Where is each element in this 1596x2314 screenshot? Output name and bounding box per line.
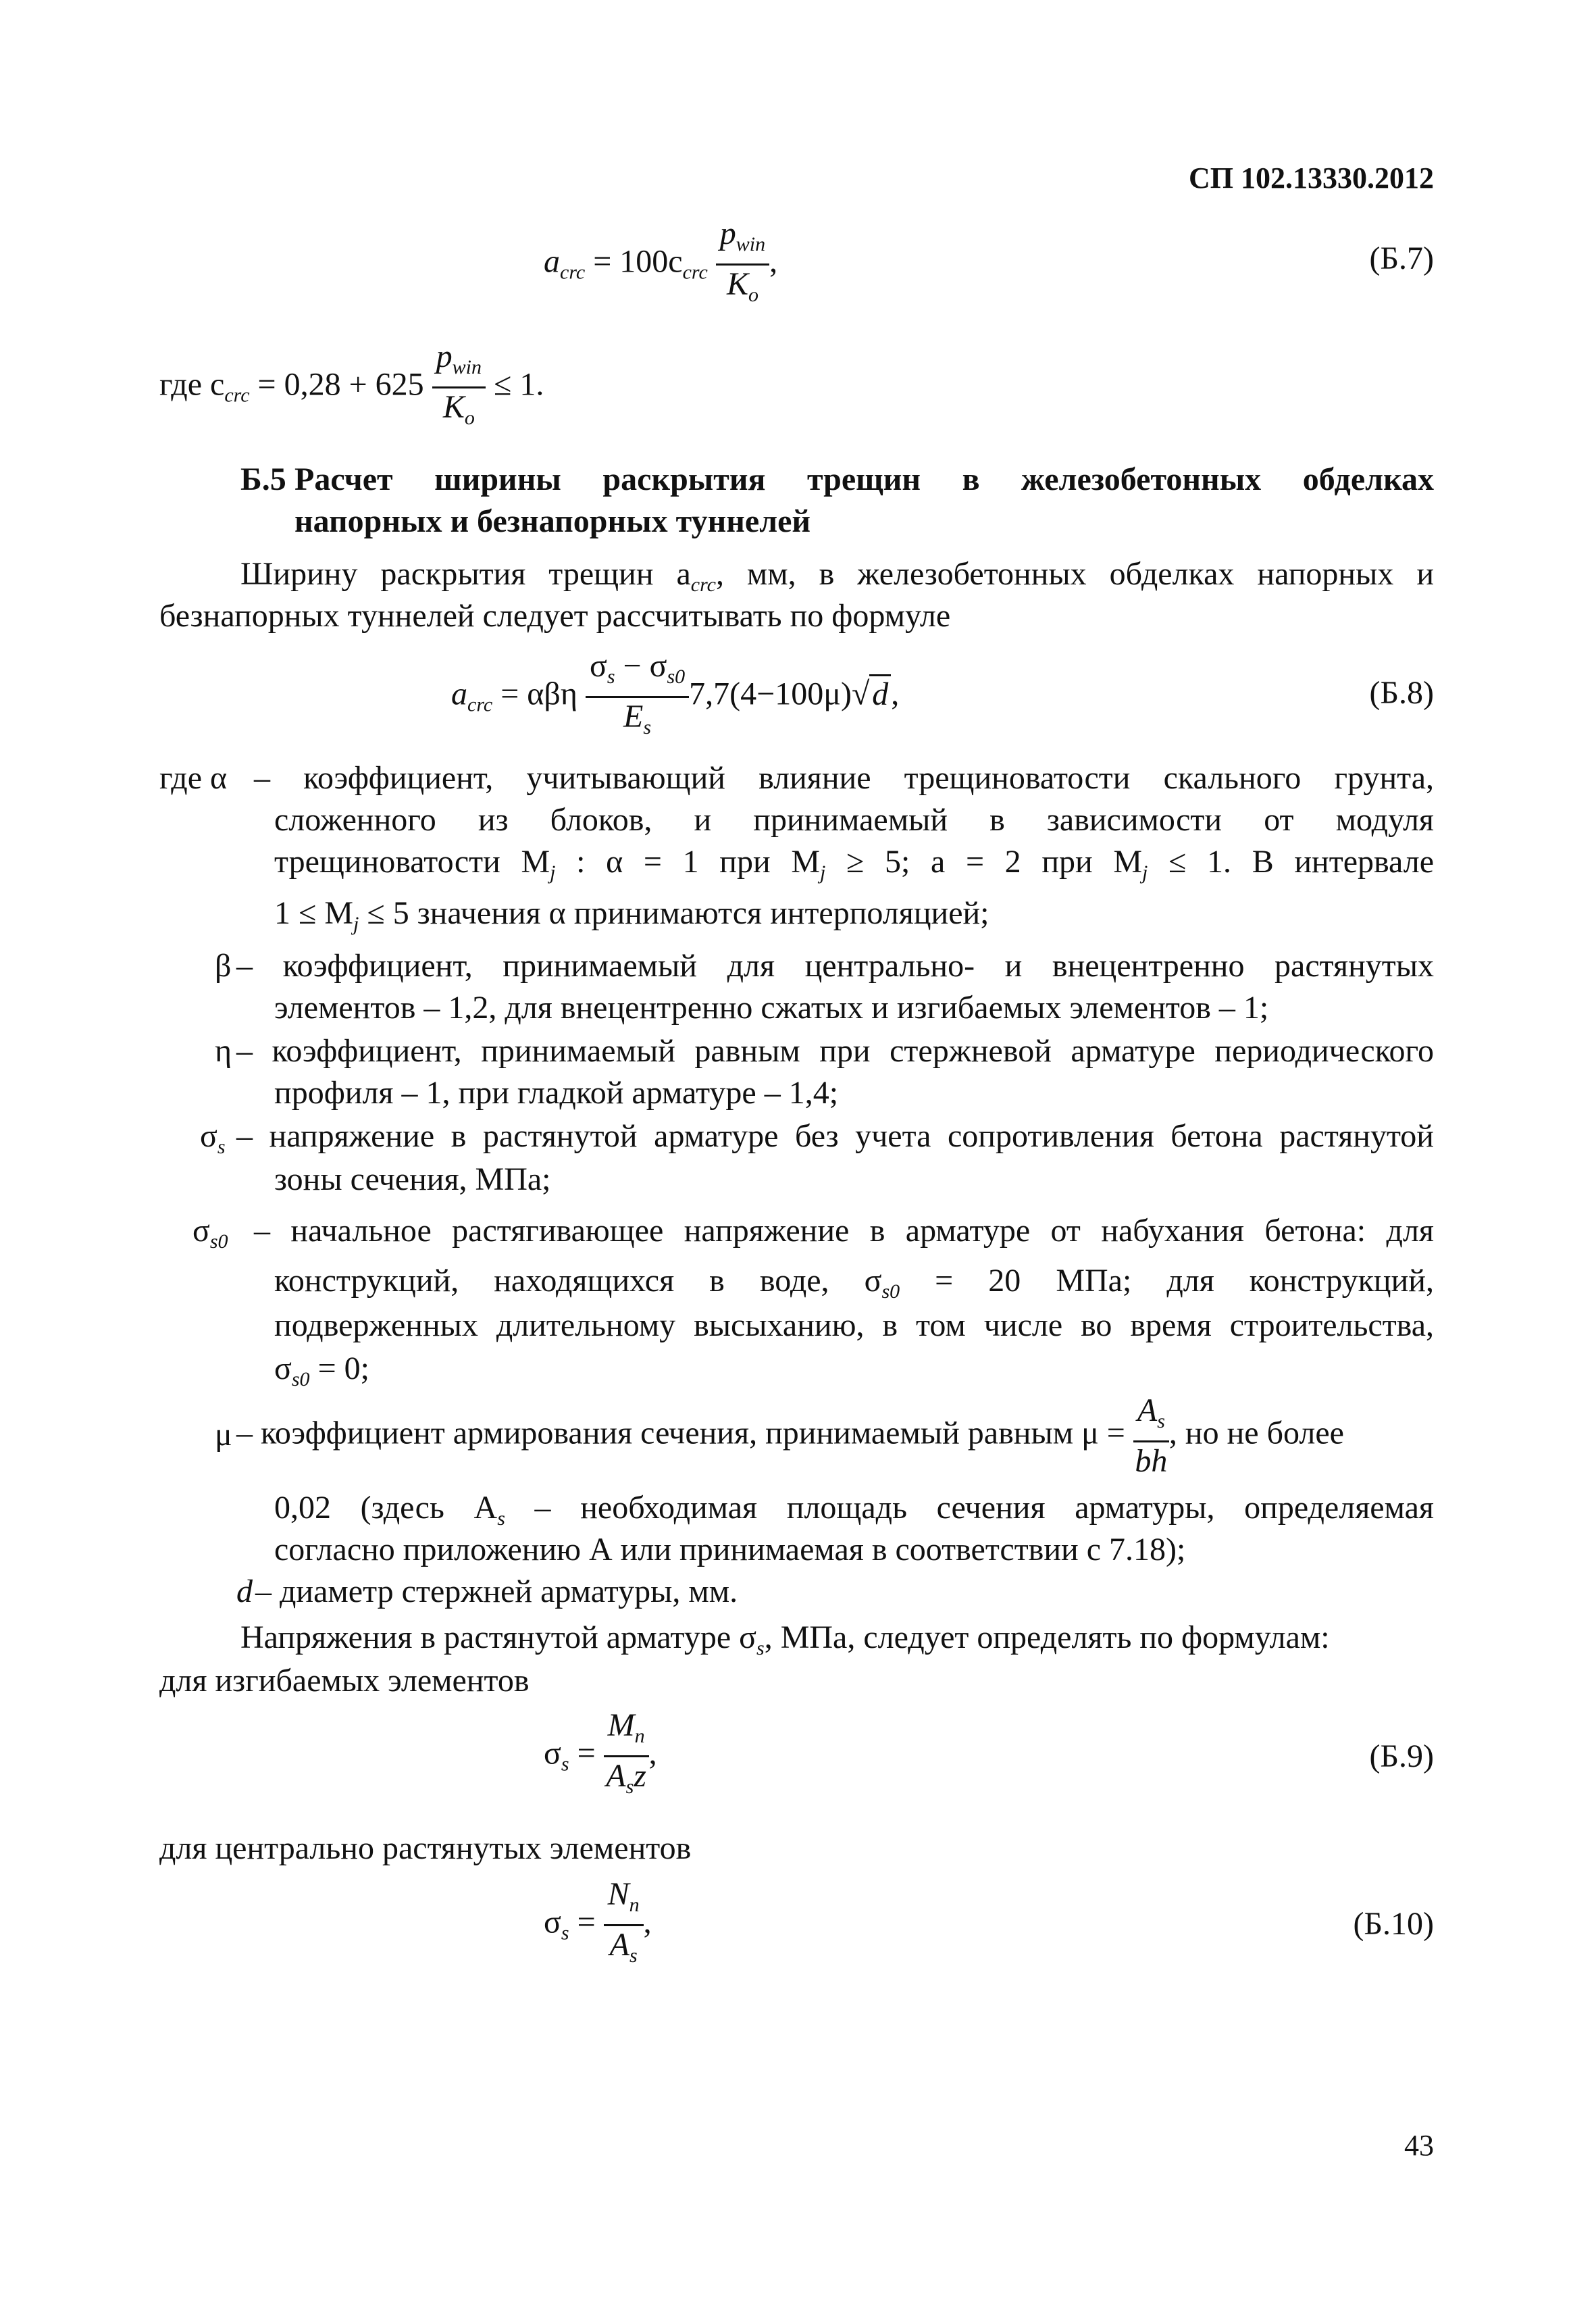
beta-line2: элементов – 1,2, для внецентренно сжатых и изгибаемых элементов – 1; — [274, 990, 1269, 1026]
mu-symbol: μ — [215, 1417, 232, 1453]
equation-b9: $\sigma_s$ = $\frac{M_n}{A_sz}$ , — [544, 1707, 657, 1806]
d-symbol: d — [236, 1574, 253, 1609]
fraction: $\frac{\sigma_s - \sigma_{s0}}{E_s}$ — [586, 647, 689, 747]
fraction: $\frac{N_n}{A_s}$ — [604, 1876, 644, 1975]
intro-line1: Ширину раскрытия трещин $a_{crc}$, мм, в железобетонных обделках напорных и — [240, 556, 1435, 596]
alpha-line3: трещиноватости $M_j$ : α = 1 при $M_j \ge 5$; a = 2 при $M_j \le 1$. В интервале — [274, 844, 1435, 884]
equation-b8: $a_{crc} = \alpha\beta\eta$ $\frac{\sigma_s - \sigma_{s0}}{E_s}$ 7,7(4−100μ)√d, — [451, 647, 899, 747]
alpha-line4: $1 \le M_j \le 5$ значения α принимаются интерполяцией; — [274, 895, 989, 935]
mu-line3: согласно приложению А или принимаемая в соответствии с 7.18); — [274, 1532, 1186, 1567]
equation-number-b8: (Б.8) — [1369, 675, 1434, 711]
intro-line2: безнапорных туннелей следует рассчитывать по формуле — [159, 598, 951, 634]
sigma-s0-line3: подверженных длительному высыханию, в том числе во время строительства, — [274, 1307, 1434, 1343]
document-code: СП 102.13330.2012 — [1189, 161, 1434, 195]
sigma-s-symbol: $\sigma_s$ — [200, 1118, 226, 1158]
sigma-s0-line4: $\sigma_{s0} = 0$; — [274, 1351, 369, 1390]
equation-b10: $\sigma_s$ = $\frac{N_n}{A_s}$ , — [544, 1876, 652, 1975]
beta-line1: – коэффициент, принимаемый для центрально- и внецентренно растянутых — [236, 948, 1434, 984]
alpha-line1: – коэффициент, учитывающий влияние трещиноватости скального грунта, — [254, 760, 1434, 796]
fraction: $\frac{A_s}{bh}$ — [1133, 1392, 1169, 1480]
sqrt-icon: √ — [851, 676, 870, 712]
sigma-s-line2: зоны сечения, МПа; — [274, 1161, 551, 1197]
eta-line1: – коэффициент, принимаемый равным при стержневой арматуре периодического — [236, 1033, 1434, 1069]
fraction: $\frac{p_{win}}{K_o}$ — [432, 338, 486, 437]
fraction: $\frac{p_{win}}{K_o}$ — [716, 215, 769, 314]
section-title-line1: Расчет ширины раскрытия трещин в железобетонных обделках — [294, 461, 1434, 497]
d-line1: – диаметр стержней арматуры, мм. — [255, 1574, 738, 1609]
beta-symbol: β — [215, 948, 232, 984]
eta-symbol: η — [215, 1033, 232, 1069]
mu-line1: – коэффициент армирования сечения, принимаемый равным μ = $\frac{A_s}{bh}$ , но не более — [236, 1392, 1344, 1479]
equation-number-b7: (Б.7) — [1369, 241, 1434, 276]
eta-line2: профиля – 1, при гладкой арматуре – 1,4; — [274, 1075, 839, 1111]
sigma-s0-line2: конструкций, находящихся в воде, $\sigma_{s0} = 20$ МПа; для конструкций, — [274, 1263, 1434, 1303]
sigma-s0-line1: – начальное растягивающее напряжение в арматуре от набухания бетона: для — [254, 1213, 1434, 1249]
where-ccrc-line: где $c_{crc} = 0,28 + 625$ $\frac{p_{win}}{K_o}$ ≤ 1. — [159, 338, 544, 437]
section-number: Б.5 — [240, 461, 286, 497]
page-number: 43 — [1404, 2129, 1434, 2162]
stress-intro-line2: для изгибаемых элементов — [159, 1663, 530, 1699]
alpha-prefix: где α — [159, 760, 228, 796]
stress-intro-line1: Напряжения в растянутой арматуре $\sigma_s$, МПа, следует определять по формулам: — [240, 1619, 1330, 1659]
section-title-line2: напорных и безнапорных туннелей — [294, 503, 811, 539]
central-label: для центрально растянутых элементов — [159, 1830, 692, 1866]
sigma-s0-symbol: $\sigma_{s0}$ — [192, 1213, 228, 1253]
equation-b7: $a_{crc} = 100c_{crc}$ $\frac{p_{win}}{K_o}$ , — [544, 215, 777, 314]
fraction: $\frac{M_n}{A_sz}$ — [604, 1707, 649, 1806]
mu-line2: 0,02 (здесь $A_s$ – необходимая площадь сечения арматуры, определяемая — [274, 1490, 1434, 1530]
equation-number-b9: (Б.9) — [1369, 1738, 1434, 1774]
alpha-line2: сложенного из блоков, и принимаемый в зависимости от модуля — [274, 802, 1434, 838]
sigma-s-line1: – напряжение в растянутой арматуре без учета сопротивления бетона растянутой — [236, 1118, 1434, 1154]
equation-number-b10: (Б.10) — [1353, 1906, 1434, 1942]
